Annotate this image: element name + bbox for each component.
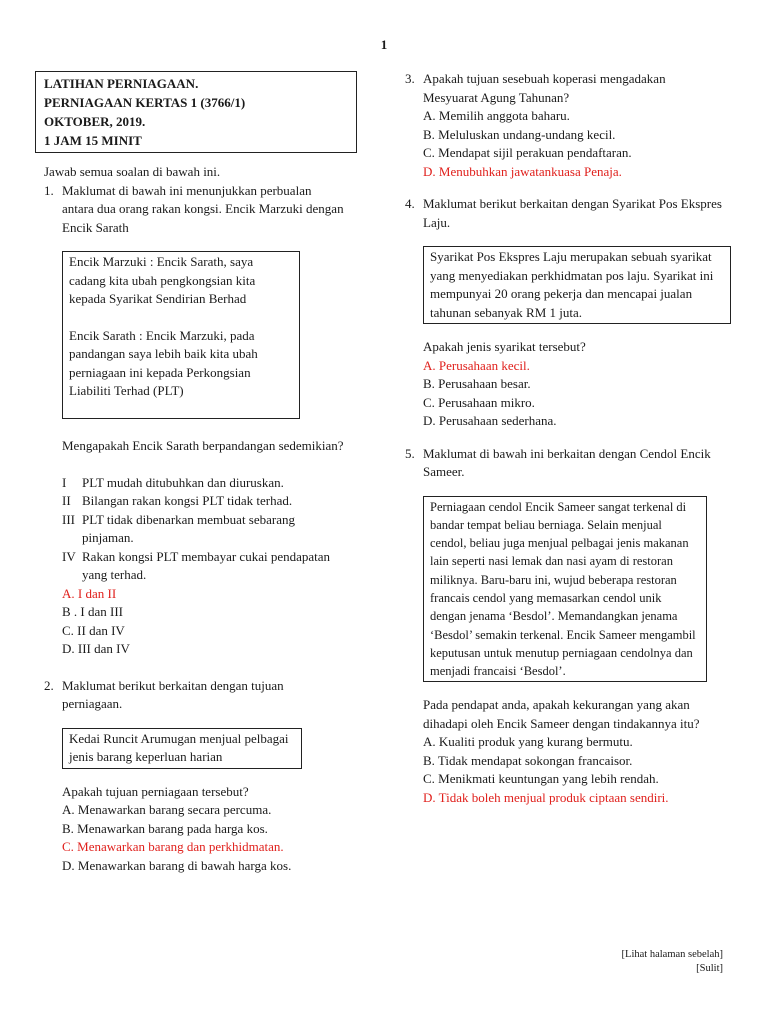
- right-column: [405, 70, 735, 807]
- question-1-option-b[interactable]: B . I dan III: [62, 604, 124, 619]
- question-1-stem: Maklumat di bawah ini menunjukkan perbualan antara dua orang rakan kongsi. Encik Marzuki dengan Encik Sarath: [62, 182, 344, 235]
- question-1-option-a[interactable]: A. I dan II: [62, 585, 117, 601]
- question-3-option-c[interactable]: C. Mendapat sijil perakuan pendaftaran.: [423, 145, 632, 160]
- question-1-dialogue-box: [62, 251, 300, 419]
- question-1-number: 1.: [44, 182, 54, 198]
- header-line-2: PERNIAGAAN KERTAS 1 (3766/1): [44, 95, 246, 110]
- question-4-info-box: Syarikat Pos Ekspres Laju merupakan sebuah syarikat yang menyediakan perkhidmatan pos laju. Syarikat ini mempunyai 20 orang pekerja dan mencapai jualan tahunan sebanyak RM 1 juta.: [423, 246, 731, 324]
- question-2-option-b[interactable]: B. Menawarkan barang pada harga kos.: [62, 820, 268, 836]
- question-2-info-box: Kedai Runcit Arumugan menjual pelbagai jenis barang keperluan harian: [62, 728, 302, 769]
- exam-header-box: [35, 71, 357, 153]
- question-1-option-d[interactable]: D. III dan IV: [62, 641, 130, 656]
- question-2-option-c[interactable]: C. Menawarkan barang dan perkhidmatan.: [62, 839, 284, 854]
- question-5-info-box: Perniagaan cendol Encik Sameer sangat terkenal di bandar tempat beliau berniaga. Selain menjual cendol, beliau juga menjual pelbagai jenis makanan lain seperti nasi lemak dan nasi ayam di restoran miliknya. Baru-baru ini, wujud beberapa restoran francais cendol yang memasarkan cendol unik dengan jenama ‘Besdol’. Memandangkan jenama ‘Besdol’ semakin terkenal. Encik Sameer mengambil keputusan untuk menutup perniagaan cendolnya dan menjadi francaisi ‘Besdol’.: [423, 496, 707, 683]
- question-4: [405, 195, 735, 431]
- question-5-option-a[interactable]: A. Kualiti produk yang kurang bermutu.: [423, 734, 633, 750]
- instruction: Jawab semua soalan di bawah ini.: [44, 164, 221, 179]
- question-2-option-d[interactable]: D. Menawarkan barang di bawah harga kos.: [62, 857, 292, 873]
- question-4-option-c[interactable]: C. Perusahaan mikro.: [423, 394, 535, 410]
- question-3-option-b[interactable]: B. Meluluskan undang-undang kecil.: [423, 126, 616, 142]
- left-column: [44, 163, 344, 875]
- question-3-stem: Apakah tujuan sesebuah koperasi mengadakan Mesyuarat Agung Tahunan?: [423, 71, 666, 105]
- question-4-number: 4.: [405, 196, 415, 211]
- question-5-question: Pada pendapat anda, apakah kekurangan yang akan dihadapi oleh Encik Sameer dengan tindakannya itu?: [423, 697, 700, 731]
- header-line-1: LATIHAN PERNIAGAAN.: [44, 76, 199, 91]
- question-1-question: Mengapakah Encik Sarath berpandangan sedemikian?: [62, 438, 344, 453]
- question-4-option-b[interactable]: B. Perusahaan besar.: [423, 376, 531, 391]
- footer-next-page: [Lihat halaman sebelah]: [621, 949, 723, 960]
- question-4-stem: Maklumat berikut berkaitan dengan Syarikat Pos Ekspres Laju.: [423, 196, 722, 230]
- question-5-number: 5.: [405, 445, 415, 461]
- question-3-option-d[interactable]: D. Menubuhkan jawatankuasa Penaja.: [423, 163, 622, 179]
- question-4-option-a[interactable]: A. Perusahaan kecil.: [423, 357, 530, 373]
- question-2-option-a[interactable]: A. Menawarkan barang secara percuma.: [62, 802, 272, 817]
- question-2-question: Apakah tujuan perniagaan tersebut?: [62, 783, 249, 799]
- footer-confidential: [Sulit]: [696, 963, 723, 974]
- question-2: [44, 677, 344, 876]
- question-5: [405, 445, 735, 808]
- question-4-option-d[interactable]: D. Perusahaan sederhana.: [423, 413, 557, 428]
- statement-iv: IV Rakan kongsi PLT membayar cukai pendapatan yang terhad.: [62, 548, 331, 582]
- header-line-3: OKTOBER, 2019.: [44, 114, 146, 129]
- question-4-question: Apakah jenis syarikat tersebut?: [423, 339, 586, 354]
- question-1-option-c[interactable]: C. II dan IV: [62, 622, 125, 638]
- question-1-statements: [62, 474, 344, 585]
- question-3: [405, 70, 735, 181]
- question-1: [44, 182, 344, 659]
- statement-iii: III PLT tidak dibenarkan membuat sebarang pinjaman.: [62, 511, 296, 545]
- question-3-number: 3.: [405, 71, 415, 86]
- statement-i: I PLT mudah ditubuhkan dan diuruskan.: [62, 474, 284, 490]
- question-5-option-d[interactable]: D. Tidak boleh menjual produk ciptaan sendiri.: [423, 789, 669, 805]
- question-1-dialogue-sarath: Encik Sarath : Encik Marzuki, pada pandangan saya lebih baik kita ubah perniagaan ini kepada Perkongsian Liabiliti Terhad (PLT): [69, 327, 258, 398]
- question-5-stem: Maklumat di bawah ini berkaitan dengan Cendol Encik Sameer.: [423, 445, 711, 479]
- page-number: 1: [380, 37, 388, 52]
- question-5-option-b[interactable]: B. Tidak mendapat sokongan francaisor.: [423, 752, 633, 768]
- question-2-stem: Maklumat berikut berkaitan dengan tujuan perniagaan.: [62, 677, 284, 711]
- question-2-number: 2.: [44, 677, 54, 693]
- header-line-4: 1 JAM 15 MINIT: [44, 133, 142, 148]
- question-3-option-a[interactable]: A. Memilih anggota baharu.: [423, 108, 570, 123]
- question-1-dialogue-marzuki: Encik Marzuki : Encik Sarath, saya cadang kita ubah pengkongsian kita kepada Syarikat Sendirian Berhad: [69, 254, 256, 306]
- statement-ii: II Bilangan rakan kongsi PLT tidak terhad.: [62, 493, 293, 508]
- question-5-option-c[interactable]: C. Menikmati keuntungan yang lebih rendah.: [423, 771, 659, 787]
